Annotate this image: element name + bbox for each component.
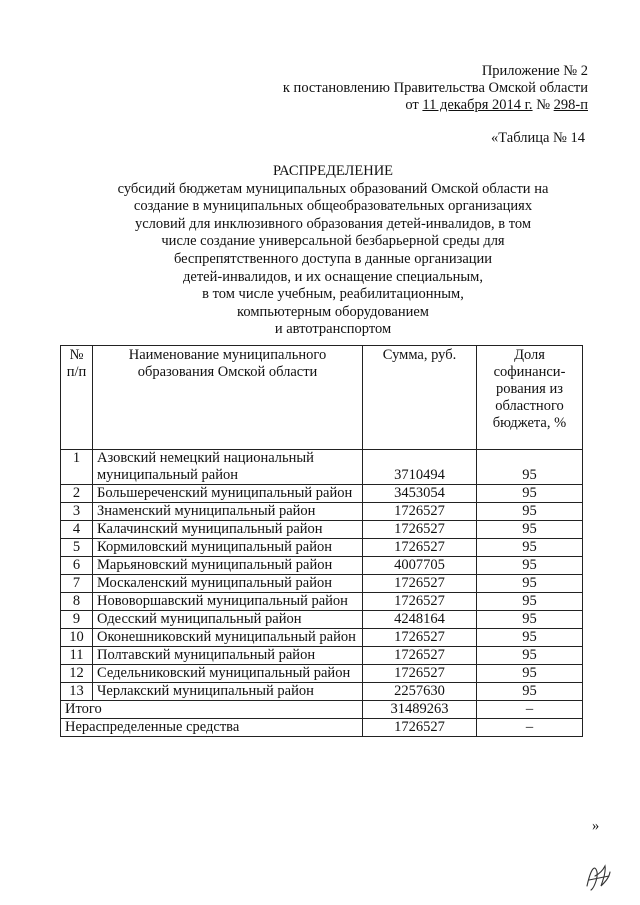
row-share: 95 [477,665,583,683]
row-num: 12 [61,665,93,683]
row-share: 95 [477,683,583,701]
table-row [61,593,583,611]
row-sum: 1726527 [363,521,477,539]
row-sum: 1726527 [363,647,477,665]
row-name: Седельниковский муниципальный район [93,665,363,683]
row-sum: 3453054 [363,485,477,503]
row-sum: 1726527 [363,665,477,683]
title-line: создание в муниципальных общеобразовательных организациях [133,198,533,215]
unallocated-label: Нераспределенные средства [61,719,363,737]
signature-mark [583,858,613,894]
distribution-table [60,345,583,737]
row-name: Черлакский муниципальный район [93,683,363,701]
row-name: Одесский муниципальный район [93,611,363,629]
row-sum: 3710494 [363,450,477,485]
table-row [61,450,583,485]
table-header-row [61,346,583,450]
table-row [61,611,583,629]
row-share: 95 [477,450,583,485]
title-line: в том числе учебным, реабилитационным, [202,286,464,303]
table-row [61,539,583,557]
title-line: числе создание универсальной безбарьерной среды для [161,233,505,250]
document-title [0,163,640,339]
table-row [61,629,583,647]
row-share: 95 [477,575,583,593]
row-num: 1 [61,450,93,485]
row-name: Полтавский муниципальный район [93,647,363,665]
table-row [61,485,583,503]
resolution-date: 11 декабря 2014 г. [422,97,533,113]
title-line: компьютерным оборудованием [237,303,429,320]
row-name: Нововоршавский муниципальный район [93,593,363,611]
row-num: 6 [61,557,93,575]
col-header-sum: Сумма, руб. [363,346,477,450]
title-line: и автотранспортом [274,321,392,338]
row-share: 95 [477,539,583,557]
row-share: 95 [477,503,583,521]
row-share: 95 [477,611,583,629]
row-name: Марьяновский муниципальный район [93,557,363,575]
col-header-share: Доля софинанси-рования из областного бюджета, % [477,346,583,450]
row-name: Кормиловский муниципальный район [93,539,363,557]
title-line: беспрепятственного доступа в данные организации [173,250,493,267]
col-header-num: № п/п [61,346,93,450]
row-num: 5 [61,539,93,557]
table-label: «Таблица № 14 [491,130,585,146]
row-name: Калачинский муниципальный район [93,521,363,539]
resolution-date-number [405,97,588,114]
table-body [61,450,583,701]
row-num: 4 [61,521,93,539]
row-share: 95 [477,521,583,539]
table-row [61,665,583,683]
row-num: 2 [61,485,93,503]
table-row [61,503,583,521]
title-line: условий для инклюзивного образования детей-инвалидов, в том [134,215,532,232]
row-num: 7 [61,575,93,593]
unallocated-sum: 1726527 [363,719,477,737]
row-sum: 4248164 [363,611,477,629]
row-share: 95 [477,647,583,665]
col-header-name: Наименование муниципального образования Омской области [93,346,363,450]
number-sign: № [536,97,551,113]
unallocated-row [61,719,583,737]
row-name: Оконешниковский муниципальный район [93,629,363,647]
row-share: 95 [477,593,583,611]
appendix-label: Приложение № 2 [481,63,588,79]
table-row [61,647,583,665]
row-sum: 2257630 [363,683,477,701]
row-name: Азовский немецкий национальный муниципальный район [93,450,363,485]
table-row [61,683,583,701]
row-num: 9 [61,611,93,629]
title-line: детей-инвалидов, и их оснащение специальным, [183,268,483,285]
row-sum: 1726527 [363,629,477,647]
unallocated-share: – [477,719,583,737]
row-num: 11 [61,647,93,665]
resolution-number: 298-п [553,97,588,113]
row-sum: 1726527 [363,593,477,611]
row-sum: 1726527 [363,575,477,593]
row-name: Москаленский муниципальный район [93,575,363,593]
total-label: Итого [61,701,363,719]
row-num: 13 [61,683,93,701]
closing-quote: » [592,818,600,834]
row-share: 95 [477,557,583,575]
row-share: 95 [477,629,583,647]
total-share: – [477,701,583,719]
table-row [61,521,583,539]
table-row [61,557,583,575]
date-prefix: от [405,97,419,113]
row-name: Большереченский муниципальный район [93,485,363,503]
row-num: 3 [61,503,93,521]
row-sum: 1726527 [363,503,477,521]
row-name: Знаменский муниципальный район [93,503,363,521]
title-line: субсидий бюджетам муниципальных образований Омской области на [117,180,549,197]
row-share: 95 [477,485,583,503]
total-sum: 31489263 [363,701,477,719]
row-num: 8 [61,593,93,611]
title-heading: РАСПРЕДЕЛЕНИЕ [272,163,394,179]
total-row [61,701,583,719]
resolution-reference: к постановлению Правительства Омской области [282,80,588,96]
row-sum: 4007705 [363,557,477,575]
table-row [61,575,583,593]
row-num: 10 [61,629,93,647]
row-sum: 1726527 [363,539,477,557]
